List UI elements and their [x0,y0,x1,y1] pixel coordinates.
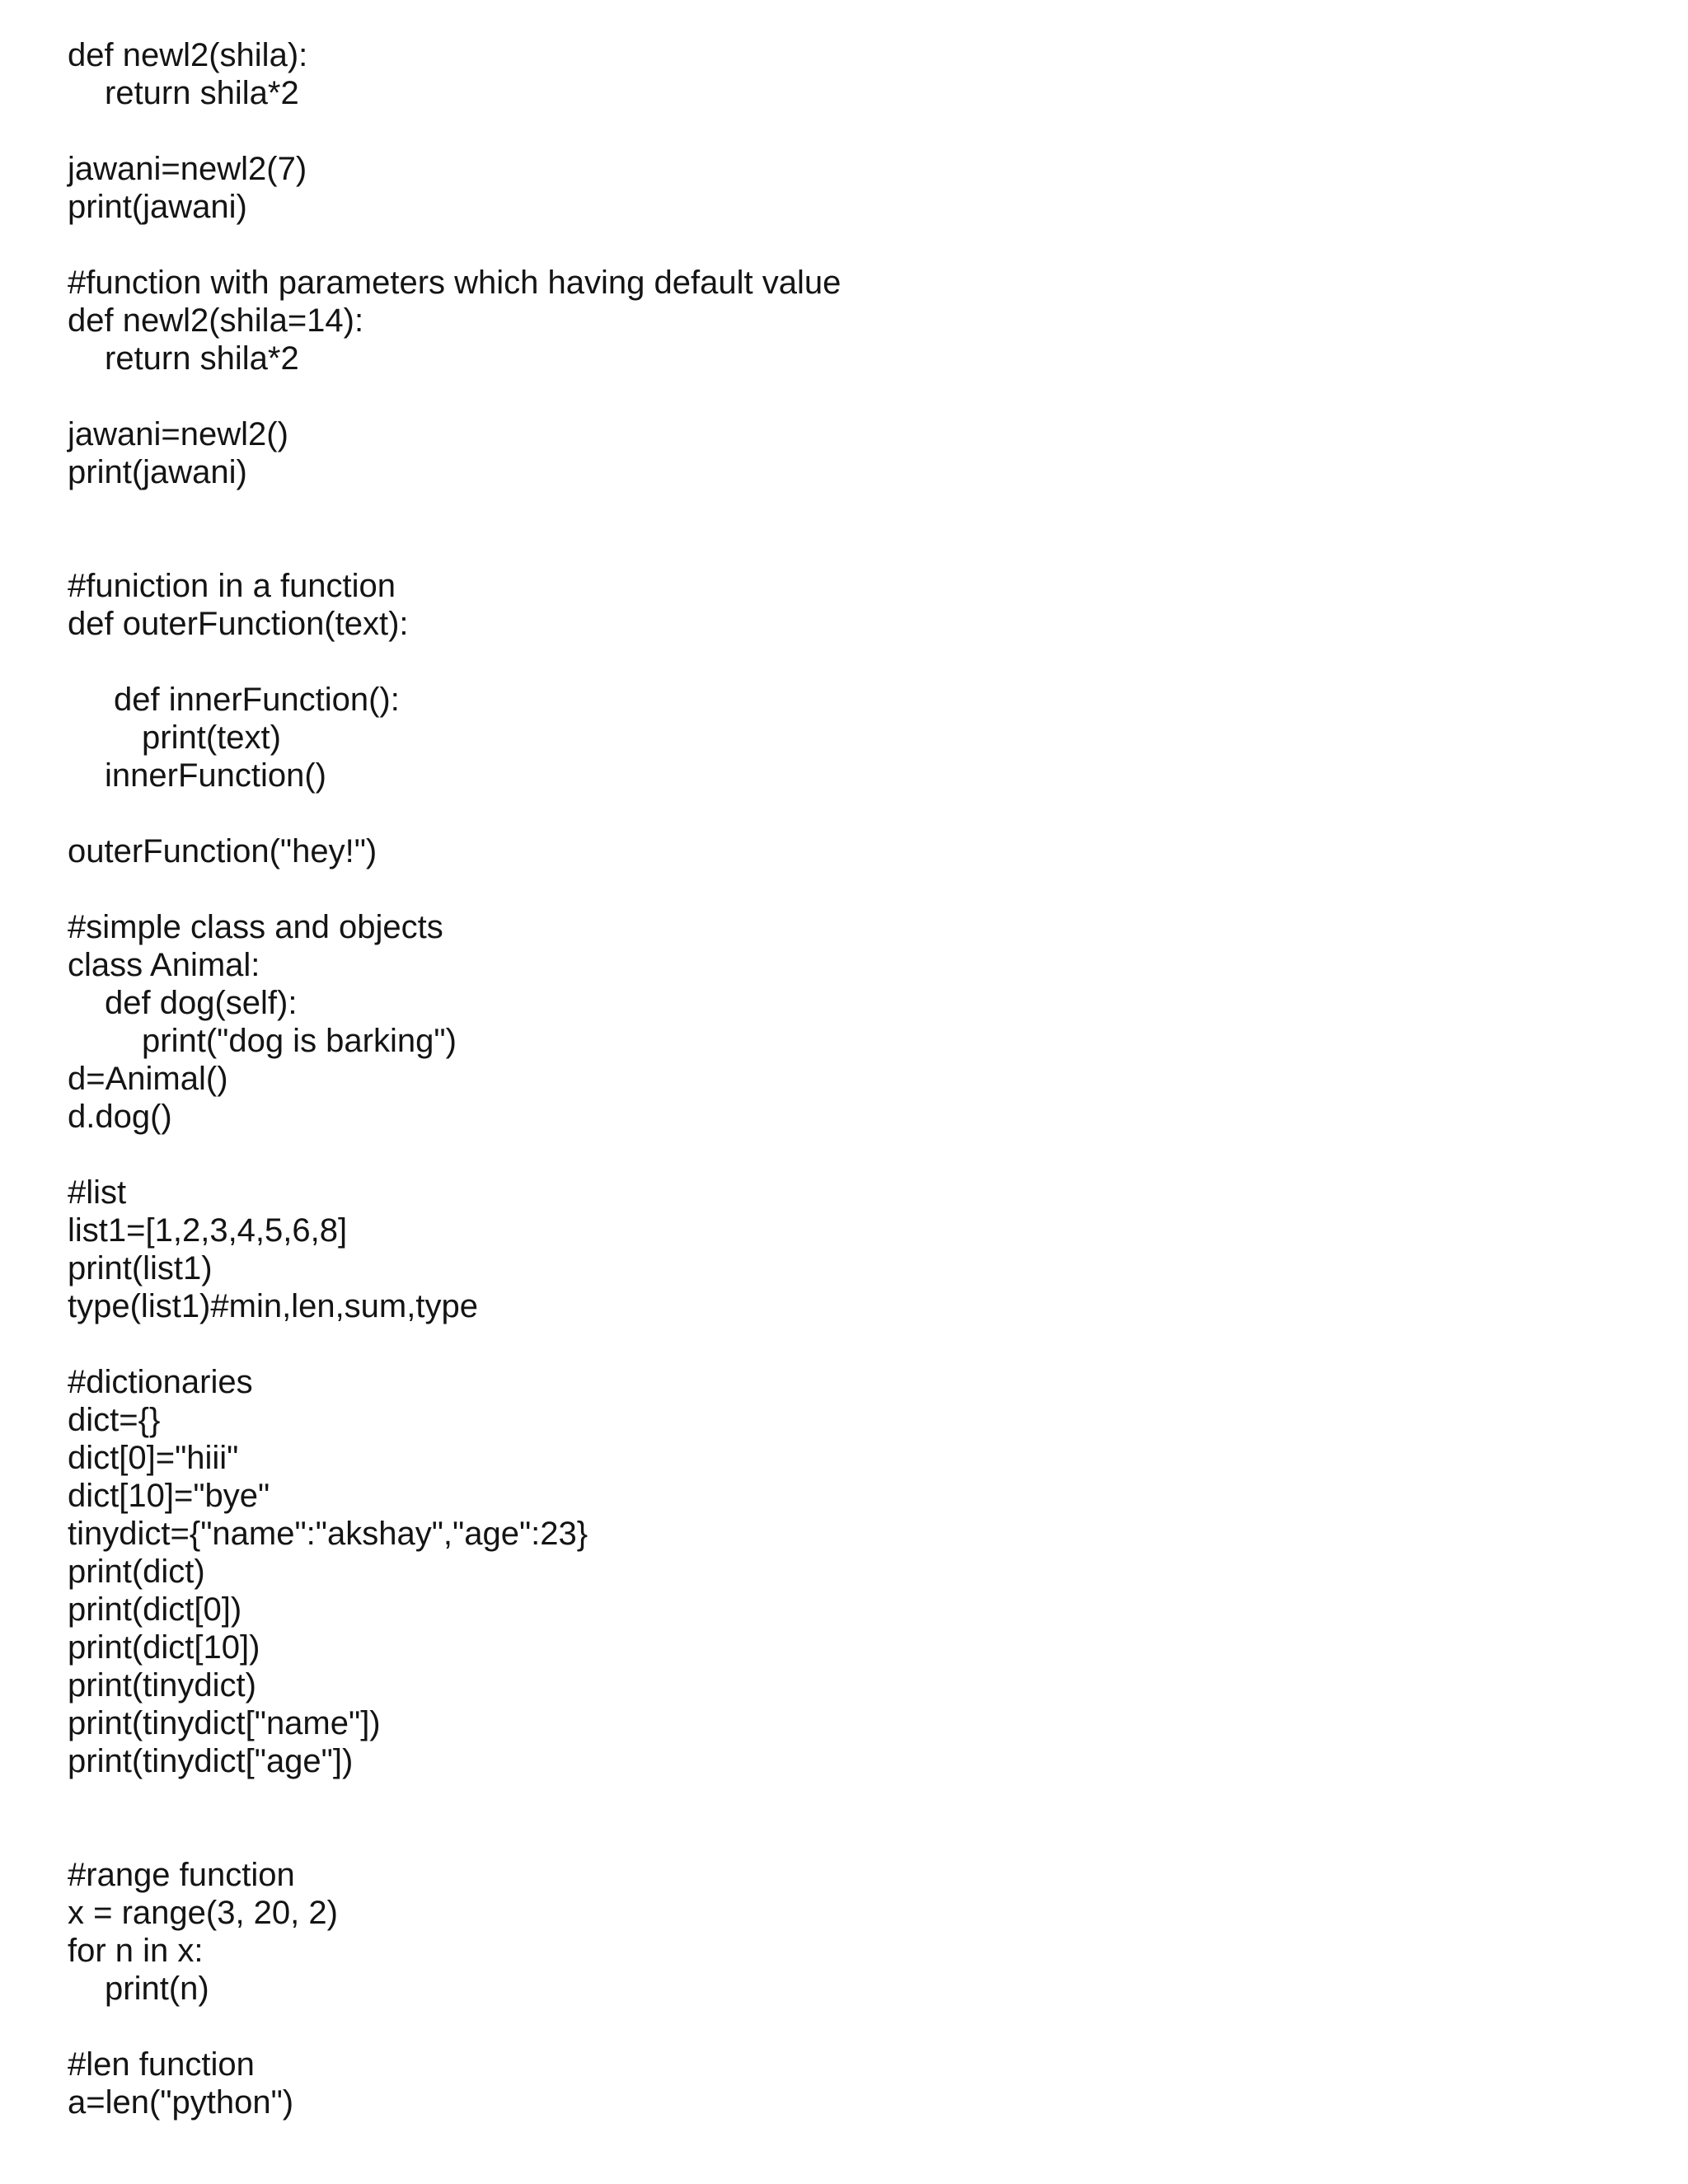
code-line: print(list1) [68,1250,213,1286]
code-line: dict={} [68,1402,161,1438]
code-line: print(tinydict["age"]) [68,1743,354,1779]
code-line: innerFunction() [105,757,327,794]
code-line: print(dict[10]) [68,1629,260,1666]
code-line: def outerFunction(text): [68,606,409,642]
code-line: x = range(3, 20, 2) [68,1895,338,1931]
code-line: print(jawani) [68,454,247,490]
code-line: jawani=newl2() [68,416,288,452]
code-line: print(jawani) [68,189,247,225]
code-line: return shila*2 [105,340,299,377]
code-comment: #funiction in a function [68,568,396,604]
code-line: a=len("python") [68,2084,294,2121]
code-line: outerFunction("hey!") [68,833,377,869]
code-comment: #len function [68,2046,255,2083]
code-line: dict[10]="bye" [68,1478,270,1514]
code-line: tinydict={"name":"akshay","age":23} [68,1516,588,1552]
code-line: def innerFunction(): [114,682,400,718]
code-line: class Animal: [68,947,260,983]
code-line: jawani=newl2(7) [68,151,307,187]
code-line: for n in x: [68,1933,204,1969]
code-line: print(text) [142,719,281,756]
code-line: print(tinydict) [68,1667,256,1704]
code-line: def newl2(shila): [68,37,308,73]
code-line: list1=[1,2,3,4,5,6,8] [68,1212,348,1249]
code-comment: #list [68,1174,127,1211]
code-line: print("dog is barking") [142,1023,457,1059]
code-line: print(dict) [68,1554,205,1590]
code-comment: #simple class and objects [68,909,443,945]
code-line: d.dog() [68,1099,172,1135]
code-comment: #dictionaries [68,1364,253,1400]
code-line: print(tinydict["name"]) [68,1705,381,1741]
code-comment: #range function [68,1857,295,1893]
code-line: print(n) [105,1971,209,2007]
code-line: return shila*2 [105,75,299,111]
code-line: dict[0]="hiii" [68,1440,239,1476]
code-line: print(dict[0]) [68,1591,242,1628]
code-line: d=Animal() [68,1061,228,1097]
code-comment: #function with parameters which having default value [68,265,842,301]
code-line: def newl2(shila=14): [68,302,364,339]
code-line: type(list1)#min,len,sum,type [68,1288,478,1324]
code-line: def dog(self): [105,985,298,1021]
